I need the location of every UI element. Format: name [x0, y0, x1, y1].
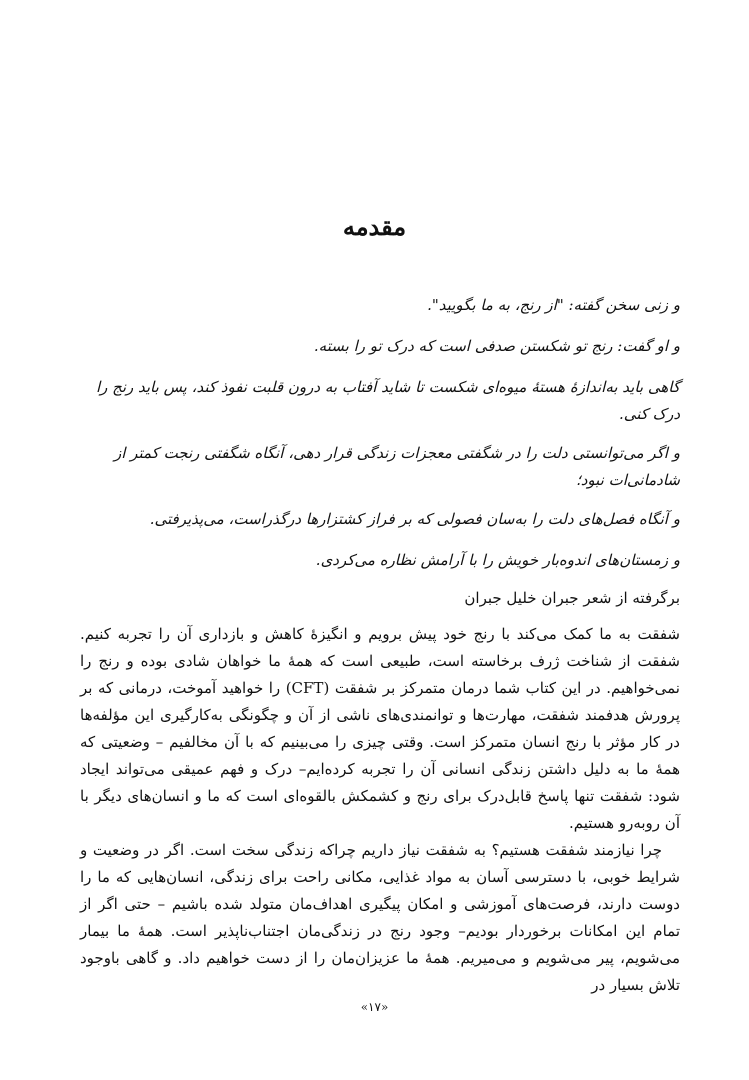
paragraph: شفقت به ما کمک می‌کند با رنج خود پیش برویم و انگیزهٔ کاهش و بازداری آن را تجربه کنیم. شفقت از شناخت ژرف برخاسته است، طبیعی است که همهٔ ما خواهان شادی بوده و رنج را نمی‌خواهیم. در این کتاب شما درمان متمرکز بر شفقت (CFT) را خواهید آموخت، درمانی که بر پرورش هدفمند شفقت، مهارت‌ها و توانمندی‌های ناشی از آن و چگونگی به‌کارگیری این مؤلفه‌ها در کار مؤثر با رنج انسان متمرکز است. وقتی چیزی را می‌بینیم که با آن مخالفیم – وضعیتی که همهٔ ما به دلیل داشتن زندگی انسانی آن را تجربه کرده‌ایم– درک و فهم عمیقی می‌تواند ایجاد شود: شفقت تنها پاسخ قابل‌درک برای رنج و کشمکش بالقوه‌ای است که ما و انسان‌های دیگر با آن روبه‌رو هستیم. — [80, 625, 680, 832]
poem-line: گاهی باید به‌اندازهٔ هستهٔ میوه‌ای شکست تا شاید آفتاب به درون قلبت نفوذ کند، پس باید رنج را درک کنی. — [95, 378, 680, 423]
poem-line: و او گفت: رنج تو شکستن صدفی است که درک تو را بسته. — [313, 337, 680, 355]
body-text — [80, 621, 680, 999]
epigraph-poem — [80, 292, 680, 610]
page-number: «۱۷» — [360, 1000, 389, 1014]
poem-line: و زمستان‌های اندوه‌بار خویش را با آرامش نظاره می‌کردی. — [315, 551, 680, 569]
poem-line: و زنی سخن گفته: "از رنج، به ما بگویید". — [427, 296, 680, 314]
poem-line: و اگر می‌توانستی دلت را در شگفتی معجزات زندگی قرار دهی، آنگاه شگفتی رنجت کمتر از شادمانی‌ات نبود؛ — [114, 444, 680, 489]
chapter-title: مقدمه — [342, 212, 407, 241]
poem-source: برگرفته از شعر جبران خلیل جبران — [464, 589, 680, 607]
paragraph: چرا نیازمند شفقت هستیم؟ به شفقت نیاز داریم چراکه زندگی سخت است. اگر در وضعیت و شرایط خوبی، با دسترسی آسان به مواد غذایی، مکانی راحت برای زندگی، انسان‌هایی که ما را دوست دارند، فرصت‌های آموزشی و امکان پیگیری اهداف‌مان متولد شده باشیم – حتی اگر از تمام این امکانات برخوردار بودیم– وجود رنج در زندگی‌مان اجتناب‌ناپذیر است. همهٔ ما بیمار می‌شویم، پیر می‌شویم و می‌میریم. همهٔ ما عزیزان‌مان را از دست خواهیم داد. و گاهی باوجود تلاش بسیار در — [80, 841, 680, 994]
poem-line: و آنگاه فصل‌های دلت را به‌سان فصولی که بر فراز کشتزارها درگذراست، می‌پذیرفتی. — [149, 510, 680, 528]
